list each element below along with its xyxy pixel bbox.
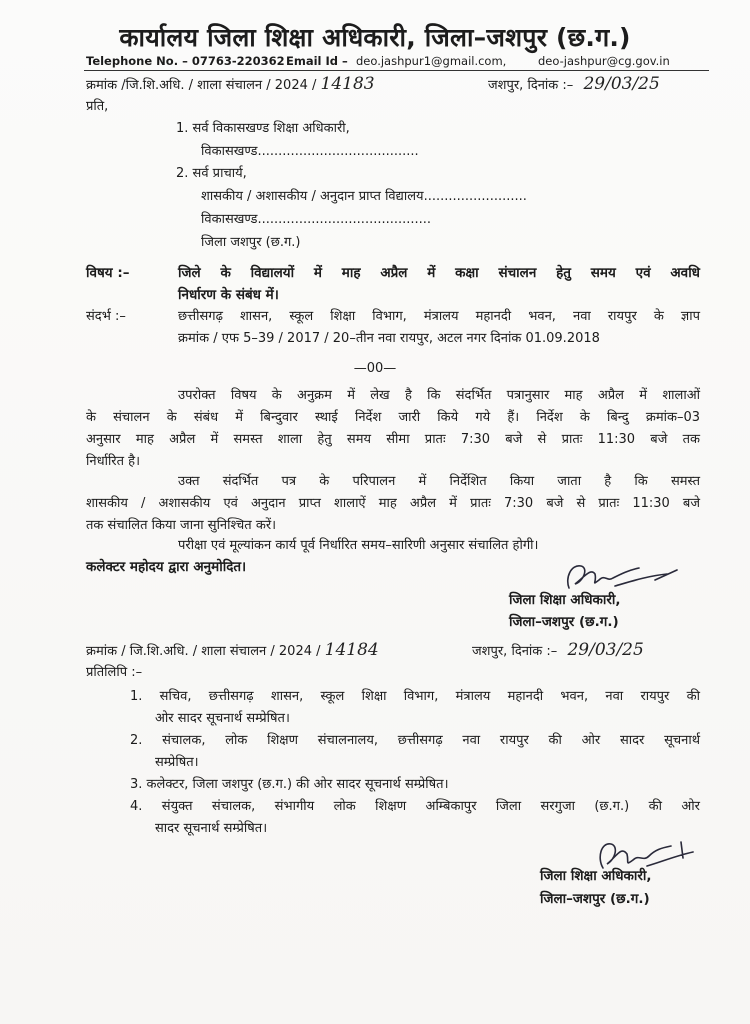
para-1-line-3: अनुसार माह अप्रैल में समस्त शाला हेतु समय सीमा प्रातः 7:30 बजे से प्रातः 11:30 बजे तक xyxy=(86,432,700,447)
copy-place-date xyxy=(472,640,644,660)
para-1-line-1: उपरोक्त विषय के अनुक्रम में लेख है कि संदर्भित पत्रानुसार माह अप्रैल में शालाओं xyxy=(178,388,700,403)
approval-note: कलेक्टर महोदय द्वारा अनुमोदित। xyxy=(86,559,247,575)
reference-line-1: छत्तीसगढ़ शासन, स्कूल शिक्षा विभाग, मंत्रालय महानदी भवन, नवा रायपुर के ज्ञाप xyxy=(178,309,700,324)
email-primary: deo.jashpur1@gmail.com, xyxy=(356,54,507,68)
letter-place-date xyxy=(488,74,660,94)
recipient-2-title: 2. सर्व प्राचार्य, xyxy=(176,166,247,181)
copy-place-date-label: जशपुर, दिनांक :– xyxy=(472,644,558,659)
telephone: Telephone No. – 07763-220362 xyxy=(86,54,285,68)
signatory-2-district: जिला–जशपुर (छ.ग.) xyxy=(540,891,650,907)
copy-label: प्रतिलिपि :– xyxy=(86,665,143,680)
copy-item-2-line-2: सम्प्रेषित। xyxy=(155,755,199,770)
copy-ref-number: 14184 xyxy=(324,640,379,660)
signatory-1-title: जिला शिक्षा अधिकारी, xyxy=(509,592,621,608)
letter-ref-prefix: क्रमांक /जि.शि.अधि. / शाला संचालन / 2024 / xyxy=(86,78,317,93)
para-1-line-4: निर्धारित है। xyxy=(86,454,141,469)
copy-date: 29/03/25 xyxy=(567,640,644,660)
recipient-2-block: विकासखण्ड.......................................... xyxy=(201,212,432,227)
subject-label: विषय :– xyxy=(86,265,130,281)
place-date-label: जशपुर, दिनांक :– xyxy=(488,78,574,93)
separator: —00— xyxy=(353,361,397,376)
recipient-2-school: शासकीय / अशासकीय / अनुदान प्राप्त विद्यालय......................... xyxy=(201,189,527,204)
para-2-line-3: तक संचालित किया जाना सुनिश्चित करें। xyxy=(86,518,277,533)
reference-line-2: क्रमांक / एफ 5–39 / 2017 / 20–तीन नवा रायपुर, अटल नगर दिनांक 01.09.2018 xyxy=(178,331,600,346)
letter-date: 29/03/25 xyxy=(583,74,660,94)
para-2-line-2: शासकीय / अशासकीय एवं अनुदान प्राप्त शालाऐं माह अप्रैल में प्रातः 7:30 बजे से प्रातः 11:30 बजे xyxy=(86,496,700,511)
para-2-line-1: उक्त संदर्भित पत्र के परिपालन में निर्देशित किया जाता है कि समस्त xyxy=(178,474,700,489)
copy-ref-prefix: क्रमांक / जि.शि.अधि. / शाला संचालन / 2024 / xyxy=(86,644,321,659)
copy-item-4-line-1: 4. संयुक्त संचालक, संभागीय लोक शिक्षण अम्बिकापुर जिला सरगुजा (छ.ग.) की ओर xyxy=(130,799,700,814)
to-label: प्रति, xyxy=(86,99,109,114)
signatory-2-title: जिला शिक्षा अधिकारी, xyxy=(540,868,652,884)
subject-line-1: जिले के विद्यालयों में माह अप्रैल में कक्षा संचालन हेतु समय एवं अवधि xyxy=(178,265,700,281)
header-rule xyxy=(84,70,709,71)
recipient-1-title: 1. सर्व विकासखण्ड शिक्षा अधिकारी, xyxy=(176,121,350,136)
copy-item-4-line-2: सादर सूचनार्थ सम्प्रेषित। xyxy=(155,821,268,836)
copy-item-2-line-1: 2. संचालक, लोक शिक्षण संचालनालय, छत्तीसगढ़ नवा रायपुर की ओर सादर सूचनार्थ xyxy=(130,733,700,748)
email-label: Email Id – xyxy=(286,54,348,68)
letter-ref-number: 14183 xyxy=(320,74,375,94)
subject-line-2: निर्धारण के संबंध में। xyxy=(178,287,279,303)
reference-label: संदर्भ :– xyxy=(86,309,126,324)
office-title: कार्यालय जिला शिक्षा अधिकारी, जिला–जशपुर (छ.ग.) xyxy=(119,23,631,52)
email-secondary: deo-jashpur@cg.gov.in xyxy=(538,54,670,68)
para-3-line-1: परीक्षा एवं मूल्यांकन कार्य पूर्व निर्धारित समय–सारिणी अनुसार संचालित होगी। xyxy=(178,538,539,553)
recipient-2-district: जिला जशपुर (छ.ग.) xyxy=(201,235,301,250)
copy-item-3-line-1: 3. कलेक्टर, जिला जशपुर (छ.ग.) की ओर सादर सूचनार्थ सम्प्रेषित। xyxy=(130,777,449,792)
recipient-1-block: विकासखण्ड....................................... xyxy=(201,144,419,159)
signatory-1-district: जिला–जशपुर (छ.ग.) xyxy=(509,614,619,630)
para-1-line-2: के संचालन के संबंध में बिन्दुवार स्थाई निर्देश जारी किये गये हैं। निर्देश के बिन्दु क्रमांक–03 xyxy=(86,410,700,425)
copy-item-1-line-2: ओर सादर सूचनार्थ सम्प्रेषित। xyxy=(155,711,290,726)
copy-item-1-line-1: 1. सचिव, छत्तीसगढ़ शासन, स्कूल शिक्षा विभाग, मंत्रालय महानदी भवन, नवा रायपुर की xyxy=(130,689,700,704)
letter-ref xyxy=(86,74,375,94)
copy-ref xyxy=(86,640,379,660)
